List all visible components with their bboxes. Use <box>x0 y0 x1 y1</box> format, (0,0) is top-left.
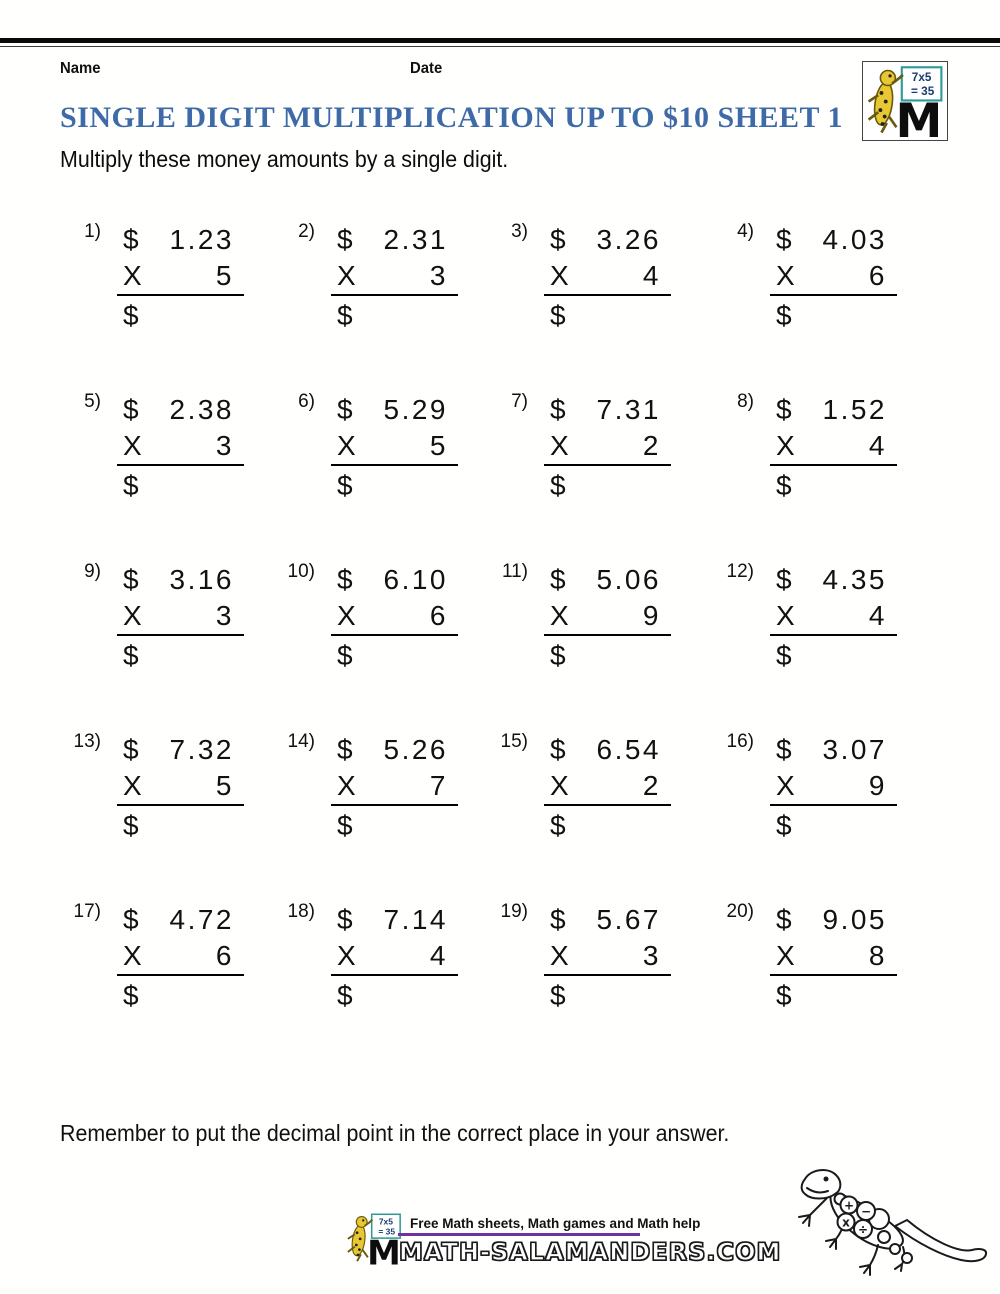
answer-row <box>331 294 458 332</box>
multiplicand-row <box>331 562 458 598</box>
site-logo <box>862 61 948 141</box>
multiplication-problem <box>73 901 244 1012</box>
problem-number: 2) <box>298 221 315 242</box>
dollar-sign: $ <box>337 640 353 671</box>
answer-row <box>331 464 458 502</box>
multiplier-row <box>331 428 458 464</box>
dollar-sign: $ <box>776 470 792 501</box>
divide-icon: ÷ <box>857 1222 869 1237</box>
multiply-operator: X <box>550 600 569 631</box>
salamander-head <box>802 1170 841 1198</box>
footer-tagline: Free Math sheets, Math games and Math help <box>410 1216 701 1231</box>
problem-number: 4) <box>737 221 754 242</box>
dollar-sign: $ <box>550 810 566 841</box>
multiplier-digit: 3 <box>642 940 661 971</box>
multiply-operator: X <box>550 260 569 291</box>
multiplication-problem <box>726 901 897 1012</box>
multiplier-digit: 4 <box>868 600 887 631</box>
money-amount: 3.16 <box>169 564 234 595</box>
problem-number: 5) <box>84 391 101 412</box>
multiply-operator: X <box>123 770 142 801</box>
multiply-operator: X <box>550 430 569 461</box>
multiplier-digit: 2 <box>642 430 661 461</box>
dollar-sign: $ <box>337 564 353 595</box>
money-amount: 2.31 <box>383 224 448 255</box>
dollar-sign: $ <box>550 224 566 255</box>
multiplier-row <box>544 258 671 294</box>
dollar-sign: $ <box>337 394 353 425</box>
multiplication-problem <box>84 561 244 672</box>
dollar-sign: $ <box>337 810 353 841</box>
problem-number: 8) <box>737 391 754 412</box>
dollar-sign: $ <box>337 734 353 765</box>
money-amount: 4.35 <box>822 564 887 595</box>
multiplicand-row <box>331 902 458 938</box>
dollar-sign: $ <box>337 224 353 255</box>
dollar-sign: $ <box>550 904 566 935</box>
multiplicand-row <box>331 732 458 768</box>
multiplier-row <box>544 428 671 464</box>
salamander-eye <box>824 1177 829 1182</box>
multiplication-problem <box>511 391 671 502</box>
dollar-sign: $ <box>776 810 792 841</box>
multiplicand-row <box>770 222 897 258</box>
multiply-operator: X <box>776 260 795 291</box>
answer-row <box>544 294 671 332</box>
problem-number: 3) <box>511 221 528 242</box>
dollar-sign: $ <box>337 300 353 331</box>
multiplier-digit: 3 <box>215 600 234 631</box>
money-amount: 5.26 <box>383 734 448 765</box>
multiply-operator: X <box>337 600 356 631</box>
multiplication-problem <box>73 731 244 842</box>
problem-number: 6) <box>298 391 315 412</box>
dollar-sign: $ <box>337 980 353 1011</box>
answer-row <box>770 804 897 842</box>
answer-row <box>331 974 458 1012</box>
multiplier-digit: 6 <box>429 600 448 631</box>
multiplicand-row <box>770 562 897 598</box>
multiplier-row <box>331 938 458 974</box>
multiply-operator: X <box>337 770 356 801</box>
plus-icon: + <box>843 1198 855 1213</box>
multiplier-row <box>544 768 671 804</box>
dollar-sign: $ <box>123 470 139 501</box>
multiplier-digit: 3 <box>215 430 234 461</box>
multiplier-digit: 9 <box>868 770 887 801</box>
dollar-sign: $ <box>550 564 566 595</box>
money-amount: 6.54 <box>596 734 661 765</box>
answer-row <box>770 294 897 332</box>
multiplier-digit: 8 <box>868 940 887 971</box>
multiplier-row <box>544 938 671 974</box>
multiplicand-row <box>544 222 671 258</box>
multiplier-row <box>544 598 671 634</box>
multiplication-problem <box>500 901 671 1012</box>
answer-row <box>770 634 897 672</box>
multiplier-digit: 3 <box>429 260 448 291</box>
multiply-operator: X <box>776 430 795 461</box>
footer-note: Remember to put the decimal point in the correct place in your answer. <box>60 1120 730 1146</box>
dollar-sign: $ <box>776 564 792 595</box>
money-amount: 5.06 <box>596 564 661 595</box>
multiplier-row <box>331 598 458 634</box>
multiplicand-row <box>544 732 671 768</box>
multiplier-row <box>770 598 897 634</box>
dollar-sign: $ <box>776 734 792 765</box>
multiplier-row <box>117 598 244 634</box>
multiply-operator: X <box>337 940 356 971</box>
money-amount: 7.14 <box>383 904 448 935</box>
multiplicand-row <box>117 222 244 258</box>
dollar-sign: $ <box>337 904 353 935</box>
dollar-sign: $ <box>550 734 566 765</box>
multiplication-problem <box>511 221 671 332</box>
dollar-sign: $ <box>337 470 353 501</box>
multiply-operator: X <box>776 600 795 631</box>
multiplier-digit: 2 <box>642 770 661 801</box>
multiplier-digit: 4 <box>429 940 448 971</box>
multiply-operator: X <box>550 770 569 801</box>
multiplicand-row <box>770 902 897 938</box>
problem-number: 10) <box>287 561 315 582</box>
multiplier-row <box>331 258 458 294</box>
multiply-operator: X <box>776 770 795 801</box>
multiplicand-row <box>331 392 458 428</box>
dollar-sign: $ <box>550 300 566 331</box>
dollar-sign: $ <box>776 300 792 331</box>
multiplication-problem <box>287 731 458 842</box>
problem-number: 17) <box>73 901 101 922</box>
multiplier-digit: 6 <box>215 940 234 971</box>
answer-row <box>544 464 671 502</box>
money-amount: 2.38 <box>169 394 234 425</box>
top-border-thin <box>0 46 1000 47</box>
multiplication-problem <box>726 731 897 842</box>
multiplicand-row <box>770 732 897 768</box>
money-amount: 6.10 <box>383 564 448 595</box>
problem-number: 7) <box>511 391 528 412</box>
multiplier-digit: 5 <box>215 260 234 291</box>
multiplicand-row <box>117 902 244 938</box>
page-title: SINGLE DIGIT MULTIPLICATION UP TO $10 SHEET 1 <box>60 101 844 134</box>
answer-row <box>117 294 244 332</box>
problem-number: 15) <box>500 731 528 752</box>
multiplier-row <box>770 938 897 974</box>
multiplication-problem <box>500 731 671 842</box>
multiplication-problem <box>287 901 458 1012</box>
money-amount: 3.26 <box>596 224 661 255</box>
multiply-operator: X <box>123 940 142 971</box>
dollar-sign: $ <box>123 810 139 841</box>
multiplier-digit: 5 <box>429 430 448 461</box>
site-name: MATH-SALAMANDERS.COM <box>399 1238 782 1266</box>
multiplication-problem <box>287 561 458 672</box>
dollar-sign: $ <box>776 224 792 255</box>
site-logo-icon <box>863 63 947 139</box>
money-amount: 1.23 <box>169 224 234 255</box>
multiplicand-row <box>544 392 671 428</box>
multiplicand-row <box>117 562 244 598</box>
top-border-thick <box>0 38 1000 43</box>
answer-row <box>117 634 244 672</box>
dollar-sign: $ <box>776 904 792 935</box>
footer-logo-icon <box>344 1211 404 1266</box>
answer-row <box>770 464 897 502</box>
answer-row <box>117 804 244 842</box>
problem-number: 13) <box>73 731 101 752</box>
problem-number: 12) <box>726 561 754 582</box>
multiplier-row <box>770 258 897 294</box>
dollar-sign: $ <box>776 394 792 425</box>
multiply-operator: X <box>123 600 142 631</box>
multiply-operator: X <box>337 430 356 461</box>
multiplication-problem <box>501 561 671 672</box>
multiply-operator: X <box>337 260 356 291</box>
problem-number: 18) <box>287 901 315 922</box>
dollar-sign: $ <box>123 564 139 595</box>
multiplier-digit: 5 <box>215 770 234 801</box>
multiply-icon: x <box>842 1215 850 1230</box>
multiplier-row <box>117 258 244 294</box>
money-amount: 5.29 <box>383 394 448 425</box>
money-amount: 5.67 <box>596 904 661 935</box>
multiplicand-row <box>117 732 244 768</box>
multiply-operator: X <box>776 940 795 971</box>
multiplicand-row <box>544 902 671 938</box>
money-amount: 4.72 <box>169 904 234 935</box>
multiplier-row <box>117 938 244 974</box>
multiplication-problem <box>84 221 244 332</box>
multiplication-problem <box>726 561 897 672</box>
problem-number: 16) <box>726 731 754 752</box>
multiplier-row <box>770 768 897 804</box>
multiplicand-row <box>117 392 244 428</box>
dollar-sign: $ <box>123 394 139 425</box>
dollar-sign: $ <box>123 980 139 1011</box>
multiply-operator: X <box>123 430 142 461</box>
dollar-sign: $ <box>123 904 139 935</box>
dollar-sign: $ <box>123 734 139 765</box>
multiplicand-row <box>331 222 458 258</box>
answer-row <box>331 804 458 842</box>
multiplier-digit: 4 <box>868 430 887 461</box>
dollar-sign: $ <box>123 224 139 255</box>
money-amount: 7.32 <box>169 734 234 765</box>
multiplication-problem <box>737 221 897 332</box>
money-amount: 4.03 <box>822 224 887 255</box>
problem-number: 19) <box>500 901 528 922</box>
multiplier-digit: 7 <box>429 770 448 801</box>
instructions: Multiply these money amounts by a single digit. <box>60 146 509 172</box>
answer-row <box>544 974 671 1012</box>
multiplier-digit: 4 <box>642 260 661 291</box>
minus-icon: − <box>860 1204 872 1219</box>
multiplier-row <box>117 428 244 464</box>
date-label: Date <box>410 60 443 77</box>
multiply-operator: X <box>550 940 569 971</box>
salamander-illustration <box>783 1158 998 1293</box>
problem-number: 14) <box>287 731 315 752</box>
answer-row <box>544 634 671 672</box>
multiply-operator: X <box>123 260 142 291</box>
dollar-sign: $ <box>123 300 139 331</box>
name-label: Name <box>60 60 101 77</box>
multiplication-problem <box>298 221 458 332</box>
problem-number: 1) <box>84 221 101 242</box>
problem-number: 9) <box>84 561 101 582</box>
problem-number: 11) <box>501 561 528 582</box>
money-amount: 1.52 <box>822 394 887 425</box>
money-amount: 3.07 <box>822 734 887 765</box>
multiplier-row <box>770 428 897 464</box>
money-amount: 7.31 <box>596 394 661 425</box>
answer-row <box>117 974 244 1012</box>
multiplier-digit: 9 <box>642 600 661 631</box>
dollar-sign: $ <box>123 640 139 671</box>
dollar-sign: $ <box>776 980 792 1011</box>
multiplicand-row <box>770 392 897 428</box>
answer-row <box>117 464 244 502</box>
answer-row <box>770 974 897 1012</box>
dollar-sign: $ <box>550 470 566 501</box>
answer-row <box>544 804 671 842</box>
multiplication-problem <box>298 391 458 502</box>
footer-divider <box>398 1233 640 1236</box>
multiplication-problem <box>737 391 897 502</box>
multiplicand-row <box>544 562 671 598</box>
money-amount: 9.05 <box>822 904 887 935</box>
multiplier-row <box>117 768 244 804</box>
dollar-sign: $ <box>550 394 566 425</box>
dollar-sign: $ <box>550 980 566 1011</box>
multiplication-problem <box>84 391 244 502</box>
dollar-sign: $ <box>776 640 792 671</box>
multiplier-row <box>331 768 458 804</box>
multiplier-digit: 6 <box>868 260 887 291</box>
problem-number: 20) <box>726 901 754 922</box>
dollar-sign: $ <box>550 640 566 671</box>
answer-row <box>331 634 458 672</box>
